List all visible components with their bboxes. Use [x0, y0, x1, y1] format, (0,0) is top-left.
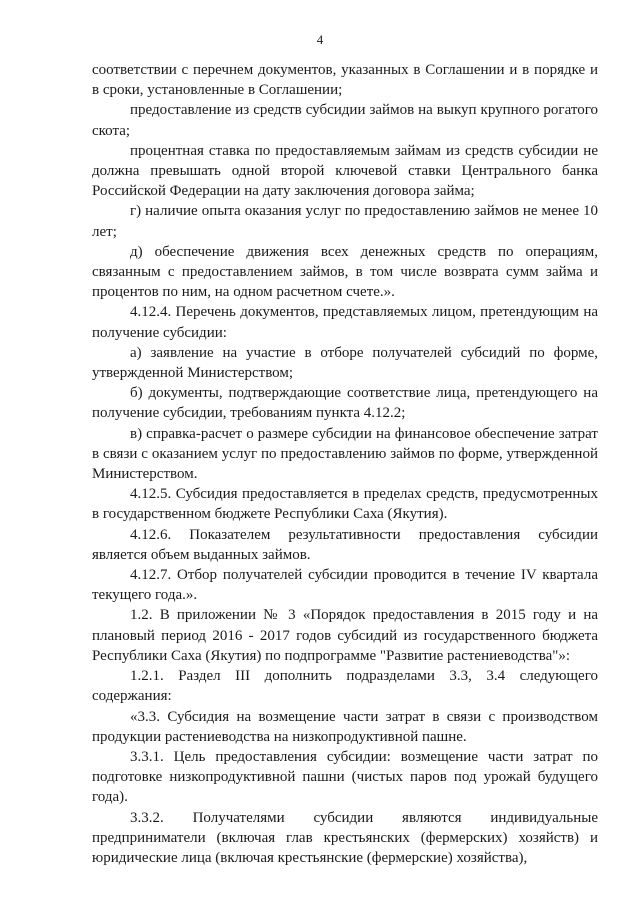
page-number: 4: [316, 32, 324, 47]
paragraph-item-d: д) обеспечение движения всех денежных средств по операциям, связанным с предоставлением займов, в том числе возврата сумм займа и процентов по ним, на одном расчетном счете.».: [92, 243, 598, 301]
paragraph-continuation: соответствии с перечнем документов, указанных в Соглашении и в порядке и в сроки, установленные в Соглашении;: [92, 62, 598, 99]
paragraph-1-2-1: 1.2.1. Раздел III дополнить подразделами 3.3, 3.4 следующего содержания:: [92, 668, 598, 705]
paragraph-item-g: г) наличие опыта оказания услуг по предоставлению займов не менее 10 лет;: [92, 203, 598, 240]
paragraph-4-12-5: 4.12.5. Субсидия предоставляется в пределах средств, предусмотренных в государственном бюджете Республики Саха (Якутия).: [92, 486, 598, 523]
paragraph-4-12-7: 4.12.7. Отбор получателей субсидии проводится в течение IV квартала текущего года.».: [92, 567, 598, 604]
paragraph-1-2: 1.2. В приложении № 3 «Порядок предоставления в 2015 году и на плановый период 2016 - 2017 годов субсидий из государственного бюджета Республики Саха (Якутия) по подпрограмме "Развитие растениеводства"»:: [92, 607, 598, 664]
document-body: [92, 60, 598, 868]
paragraph-3-3-1: 3.3.1. Цель предоставления субсидии: возмещение части затрат по подготовке низкопродуктивной пашни (чистых паров под урожай будущего года).: [92, 748, 598, 806]
paragraph-4-12-4: 4.12.4. Перечень документов, представляемых лицом, претендующим на получение субсидии:: [92, 304, 598, 341]
paragraph-item-b: б) документы, подтверждающие соответствие лица, претендующего на получение субсидии, требованиям пункта 4.12.2;: [92, 385, 598, 422]
paragraph-3-3-2: 3.3.2. Получателями субсидии являются индивидуальные предприниматели (включая глав крестьянских (фермерских) хозяйств) и юридические лица (включая крестьянские (фермерские) хозяйства),: [92, 809, 598, 866]
paragraph-3-3: «3.3. Субсидия на возмещение части затрат в связи с производством продукции растениеводства на низкопродуктивной пашне.: [92, 708, 598, 745]
paragraph-4-12-6: 4.12.6. Показателем результативности предоставления субсидии является объем выданных займов.: [92, 526, 598, 563]
paragraph-interest-rate: процентная ставка по предоставляемым займам из средств субсидии не должна превышать одной второй ключевой ставки Центрального банка Российской Федерации на дату заключения договора займа;: [92, 142, 598, 200]
paragraph-item-a: а) заявление на участие в отборе получателей субсидий по форме, утвержденной Министерством;: [92, 344, 598, 382]
paragraph-item-v: в) справка-расчет о размере субсидии на финансовое обеспечение затрат в связи с оказанием услуг по предоставлению займов по форме, утвержденной Министерством.: [92, 425, 598, 483]
paragraph-loans-cattle: предоставление из средств субсидии займов на выкуп крупного рогатого скота;: [92, 102, 598, 139]
